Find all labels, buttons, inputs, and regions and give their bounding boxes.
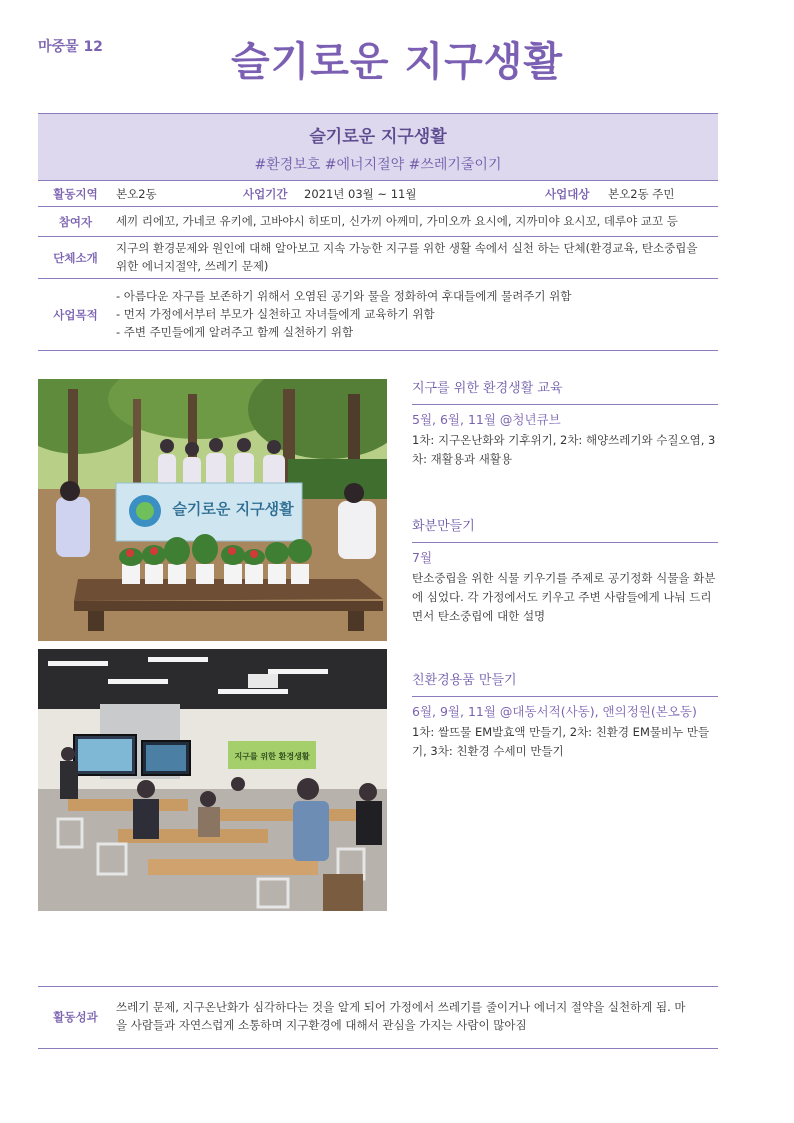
page-number: 마중물 12 xyxy=(38,39,103,55)
members-label: 참여자 xyxy=(58,215,93,229)
target-value: 본오2동 주민 xyxy=(608,187,675,201)
result-label: 활동성과 xyxy=(53,1010,98,1024)
info-row-intro xyxy=(38,237,718,279)
info-title: 슬기로운 지구생활 xyxy=(309,127,447,147)
target-label: 사업대상 xyxy=(545,187,590,201)
photo-outdoor-planting xyxy=(38,379,387,641)
purpose-item: - 주변 주민들에게 알려주고 함께 실천하기 위함 xyxy=(116,325,354,339)
result-value: 쓰레기 문제, 지구온난화가 심각하다는 것을 알게 되어 가정에서 쓰레기를 줄이거나 에너지 절약을 실천하게 됨. 마을 사람들과 자연스럽게 소통하며 지구환경에 대해서 관심을 가지는 사람이 많아짐 xyxy=(116,1000,686,1032)
section-title: 지구를 위한 환경생활 교육 xyxy=(412,377,718,405)
photo-indoor-class xyxy=(38,649,387,911)
indoor-banner-text: 지구를 위한 환경생활 xyxy=(234,752,310,761)
section-body: 1차: 쌀뜨물 EM발효액 만들기, 2차: 친환경 EM물비누 만들기, 3차: 친환경 수세미 만들기 xyxy=(412,725,710,758)
purpose-item: - 아름다운 자구를 보존하기 위해서 오염된 공기와 물을 정화하여 후대들에게 물려주기 위함 xyxy=(116,289,572,303)
section-body: 탄소중립을 위한 식물 키우기를 주제로 공기정화 식물을 화분에 심었다. 각 가정에서도 키우고 주변 사람들에게 나눠 드리면서 탄소중립에 대한 설명 xyxy=(412,571,716,623)
outdoor-banner-text: 슬기로운 지구생활 xyxy=(172,500,294,518)
purpose-item: - 먼저 가정에서부터 부모가 실천하고 자녀들에게 교육하기 위함 xyxy=(116,307,435,321)
section-subtitle: 7월 xyxy=(412,550,433,565)
purpose-label: 사업목적 xyxy=(53,308,98,322)
section-body: 1차: 지구온난화와 기후위기, 2차: 해양쓰레기와 수질오염, 3차: 재활용과 새활용 xyxy=(412,433,716,466)
region-value: 본오2동 xyxy=(116,187,157,201)
section-subtitle: 6월, 9월, 11월 @대동서적(사동), 앤의정원(본오동) xyxy=(412,704,697,719)
result-row xyxy=(38,986,718,1049)
page-title: 슬기로운 지구생활 xyxy=(230,39,564,85)
period-label: 사업기간 xyxy=(243,187,288,201)
region-label: 활동지역 xyxy=(53,187,98,201)
info-row-purpose xyxy=(38,279,718,351)
section-title: 친환경용품 만들기 xyxy=(412,669,718,697)
members-value: 세끼 리에꼬, 가네코 유키에, 고바야시 히또미, 신가끼 아께미, 가미오까 요시에, 지까미야 요시꼬, 데루야 교꼬 등 xyxy=(116,214,678,228)
section-subtitle: 5월, 6월, 11월 @청년큐브 xyxy=(412,412,561,427)
purpose-list xyxy=(116,287,712,341)
info-header xyxy=(38,113,718,181)
section-title: 화분만들기 xyxy=(412,515,718,543)
info-hashtags: #환경보호 #에너지절약 #쓰레기줄이기 xyxy=(254,157,502,173)
info-row-basic xyxy=(38,180,718,207)
period-value: 2021년 03월 ~ 11월 xyxy=(304,187,417,201)
intro-label: 단체소개 xyxy=(53,251,98,265)
intro-value: 지구의 환경문제와 원인에 대해 알아보고 지속 가능한 지구를 위한 생활 속에서 실천 하는 단체(환경교육, 탄소중립을 위한 에너지절약, 쓰레기 문제) xyxy=(116,241,698,273)
info-row-members xyxy=(38,207,718,237)
